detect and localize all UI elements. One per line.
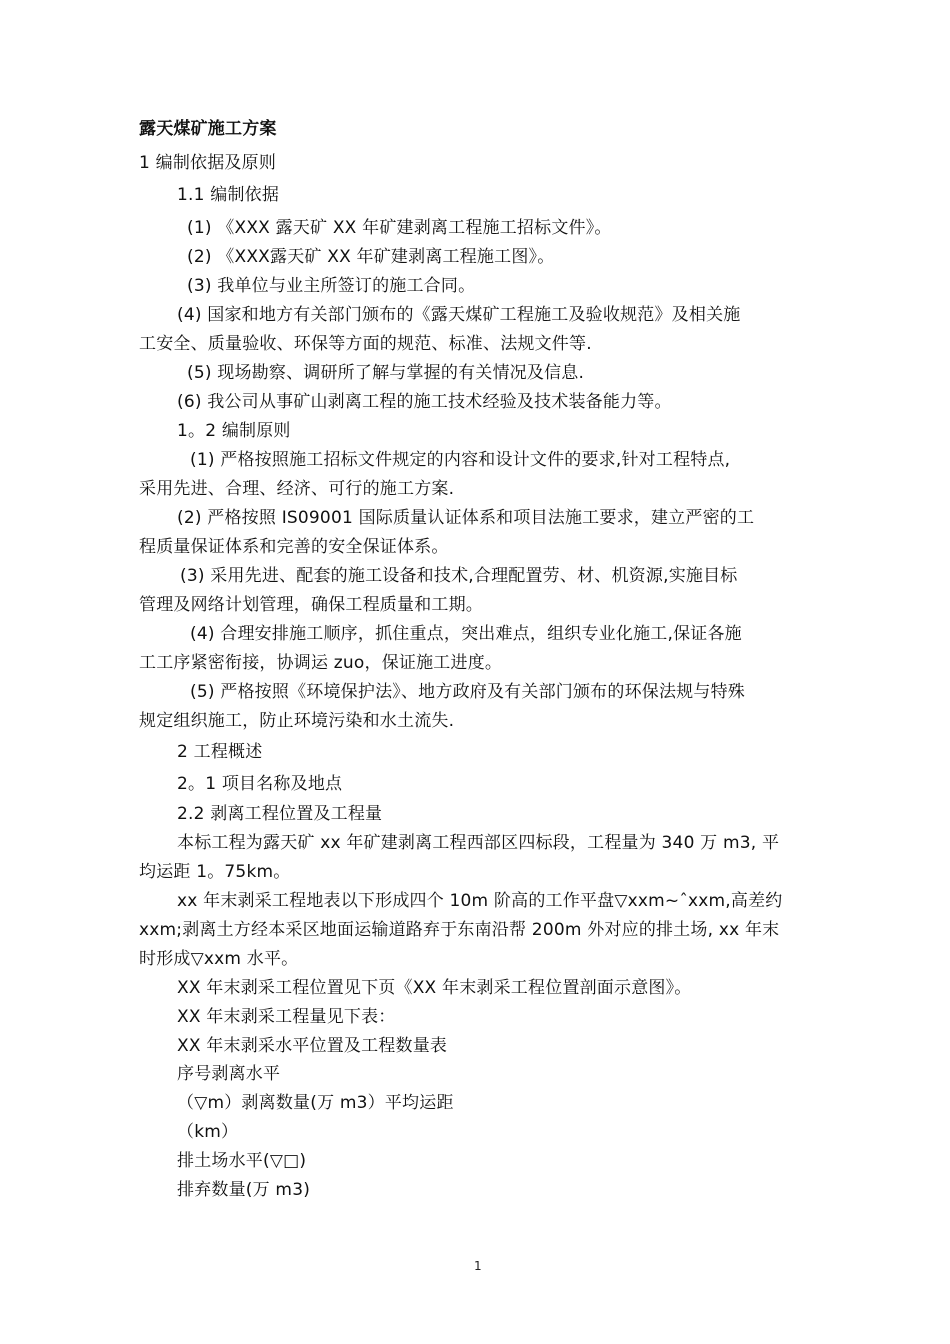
table-header-line: 排土场水平(▽□) xyxy=(177,1151,307,1171)
list-item-continuation: 管理及网络计划管理，确保工程质量和工期。 xyxy=(139,595,483,615)
list-item: (1) 《XXX 露天矿 XX 年矿建剥离工程施工招标文件》。 xyxy=(187,218,612,238)
list-item: (5) 严格按照《环境保护法》、地方政府及有关部门颁布的环保法规与特殊 xyxy=(190,682,745,702)
list-item-continuation: 采用先进、合理、经济、可行的施工方案. xyxy=(139,479,455,499)
paragraph-line: 本标工程为露天矿 xx 年矿建剥离工程西部区四标段，工程量为 340 万 m3, 平 xyxy=(177,833,780,853)
heading-1-2: 1。2 编制原则 xyxy=(177,421,291,441)
list-item-continuation: 工工序紧密衔接，协调运 zuo，保证施工进度。 xyxy=(139,653,503,673)
heading-1-1: 1.1 编制依据 xyxy=(177,185,280,205)
paragraph-line: 时形成▽xxm 水平。 xyxy=(139,949,299,969)
list-item: (4) 国家和地方有关部门颁布的《露天煤矿工程施工及验收规范》及相关施 xyxy=(177,305,741,325)
table-header-line: （▽m）剥离数量(万 m3）平均运距 xyxy=(177,1093,454,1113)
paragraph-line: 均运距 1。75km。 xyxy=(139,862,291,882)
list-item-continuation: 程质量保证体系和完善的安全保证体系。 xyxy=(139,537,449,557)
paragraph-line: xx 年末剥采工程地表以下形成四个 10m 阶高的工作平盘▽xxm~ˆxxm,高差约 xyxy=(177,891,783,911)
paragraph-line: XX 年末剥采工程位置见下页《XX 年末剥采工程位置剖面示意图》。 xyxy=(177,978,692,998)
table-header-line: 序号剥离水平 xyxy=(177,1064,281,1084)
heading-1: 1 编制依据及原则 xyxy=(139,153,277,173)
list-item-continuation: 工安全、质量验收、环保等方面的规范、标准、法规文件等. xyxy=(139,334,592,354)
list-item: (1) 严格按照施工招标文件规定的内容和设计文件的要求,针对工程特点, xyxy=(190,450,731,470)
page-number: 1 xyxy=(474,1259,482,1273)
heading-2-2: 2.2 剥离工程位置及工程量 xyxy=(177,804,383,824)
heading-2: 2 工程概述 xyxy=(177,742,263,762)
table-header-line: （km） xyxy=(177,1122,239,1142)
list-item: (3) 采用先进、配套的施工设备和技术,合理配置劳、材、机资源,实施目标 xyxy=(180,566,738,586)
list-item: (3) 我单位与业主所签订的施工合同。 xyxy=(187,276,476,296)
table-caption: XX 年末剥采水平位置及工程数量表 xyxy=(177,1036,448,1056)
list-item: (2) 严格按照 IS09001 国际质量认证体系和项目法施工要求，建立严密的工 xyxy=(177,508,755,528)
list-item: (6) 我公司从事矿山剥离工程的施工技术经验及技术装备能力等。 xyxy=(177,392,672,412)
paragraph-line: xxm;剥离土方经本采区地面运输道路弃于东南沿帮 200m 外对应的排土场, xx 年末 xyxy=(139,920,780,940)
heading-2-1: 2。1 项目名称及地点 xyxy=(177,774,343,794)
list-item: (2) 《XXX露天矿 XX 年矿建剥离工程施工图》。 xyxy=(187,247,555,267)
document-title: 露天煤矿施工方案 xyxy=(139,119,277,139)
list-item-continuation: 规定组织施工，防止环境污染和水土流失. xyxy=(139,711,455,731)
paragraph-line: XX 年末剥采工程量见下表： xyxy=(177,1007,396,1027)
list-item: (5) 现场勘察、调研所了解与掌握的有关情况及信息. xyxy=(187,363,585,383)
list-item: (4) 合理安排施工顺序，抓住重点，突出难点，组织专业化施工,保证各施 xyxy=(190,624,742,644)
table-header-line: 排弃数量(万 m3) xyxy=(177,1180,311,1200)
